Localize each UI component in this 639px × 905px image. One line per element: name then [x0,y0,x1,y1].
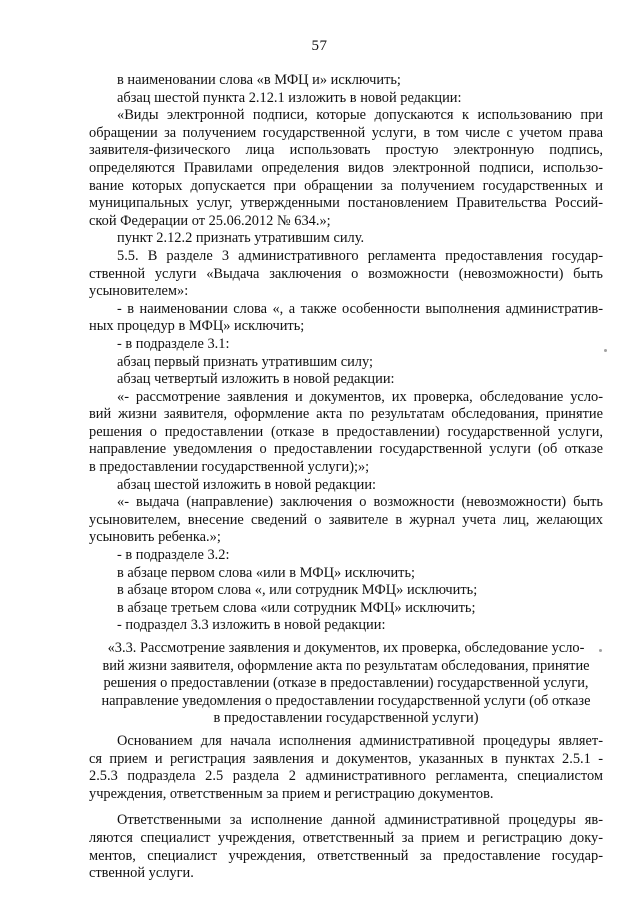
text-line: абзац шестой пункта 2.12.1 изложить в новой редакции: [117,89,462,106]
text-line: Ответственными за исполнение данной административной процедуры яв- [117,812,603,829]
text-line: - в подразделе 3.1: [117,335,230,352]
scan-artifact [599,649,602,652]
text-line: «- рассмотрение заявления и документов, их проверка, обследование усло- [117,388,603,405]
text-line: учреждения, ответственным за прием и регистрацию документов. [89,785,494,802]
text-line: усыновителем, внесение сведений о заявителе в журнал учета лиц, желающих [89,511,603,528]
text-line: определяются Правилами определения видов электронной подписи, использо- [89,159,603,176]
text-line: обращении за получением государственной услуги, в том числе с учетом права [89,124,603,141]
text-line: ственной услуги «Выдача заключения о возможности (невозможности) быть [89,265,603,282]
text-line: ственной услуги. [89,865,194,882]
text-line: решения о предоставлении (отказе в предоставлении) государственной услуги, [89,423,603,440]
text-line: ментов, специалист учреждения, ответственный за предоставление государ- [89,847,603,864]
text-line: абзац четвертый изложить в новой редакции: [117,371,395,388]
text-line: 2.5.3 подраздела 2.5 раздела 2 административного регламента, специалистом [89,768,603,785]
text-line: - подраздел 3.3 изложить в новой редакции: [117,617,386,634]
text-line: 5.5. В разделе 3 административного регламента предоставления государ- [117,247,603,264]
text-line: ляются специалист учреждения, ответственный за прием и регистрацию доку- [89,829,603,846]
text-line: ся прием и регистрация заявления и документов, указанных в пунктах 2.5.1 - [89,750,603,767]
text-line: в абзаце третьем слова «или сотрудник МФЦ» исключить; [117,599,476,616]
document-body [89,72,603,883]
spacer [89,803,603,812]
text-line: в абзаце первом слова «или в МФЦ» исключить; [117,564,416,581]
text-line: в абзаце втором слова «, или сотрудник МФЦ» исключить; [117,582,478,599]
text-line: «Виды электронной подписи, которые допускаются к использованию при [117,107,603,124]
text-line: пункт 2.12.2 признать утратившим силу. [117,230,365,247]
text-line: направление уведомления о предоставлении государственной услуги (об отказе [101,692,591,709]
text-line: усыновить ребенка.»; [89,529,221,546]
text-line: «3.3. Рассмотрение заявления и документов, их проверка, обследование усло- [107,640,585,656]
text-line: муниципальных услуг, утвержденными постановлением Правительства Россий- [89,195,603,212]
text-line: вание которых допускается при обращении за получением государственных и [89,177,603,194]
scan-artifact [604,349,607,352]
text-line: решения о предоставлении (отказе в предоставлении) государственной услуги, [103,675,589,692]
text-line: вий жизни заявителя, оформление акта по результатам обследования, принятие [89,406,603,423]
text-line: ных процедур в МФЦ» исключить; [89,318,305,335]
text-line: в предоставлении государственной услуги) [213,710,479,727]
text-line: «- выдача (направление) заключения о возможности (невозможности) быть [117,494,603,511]
text-line: абзац шестой изложить в новой редакции: [117,476,377,493]
text-line: заявителя-физического лица использовать простую электронную подпись, [89,142,603,159]
text-line: усыновителем»: [89,283,189,300]
text-line: в наименовании слова «в МФЦ и» исключить; [117,72,401,88]
text-line: Основанием для начала исполнения административной процедуры являет- [117,732,603,749]
text-line: - в подразделе 3.2: [117,547,230,564]
text-line: направление уведомления о предоставлении государственной услуги (об отказе [89,441,603,458]
text-line: вий жизни заявителя, оформление акта по результатам обследования, принятие [102,657,590,674]
page-number: 57 [311,38,328,54]
text-line: абзац первый признать утратившим силу; [117,353,373,370]
text-line: - в наименовании слова «, а также особенности выполнения административ- [117,300,603,317]
text-line: ской Федерации от 25.06.2012 № 634.»; [89,212,331,229]
text-line: в предоставлении государственной услуги);»; [89,459,370,476]
